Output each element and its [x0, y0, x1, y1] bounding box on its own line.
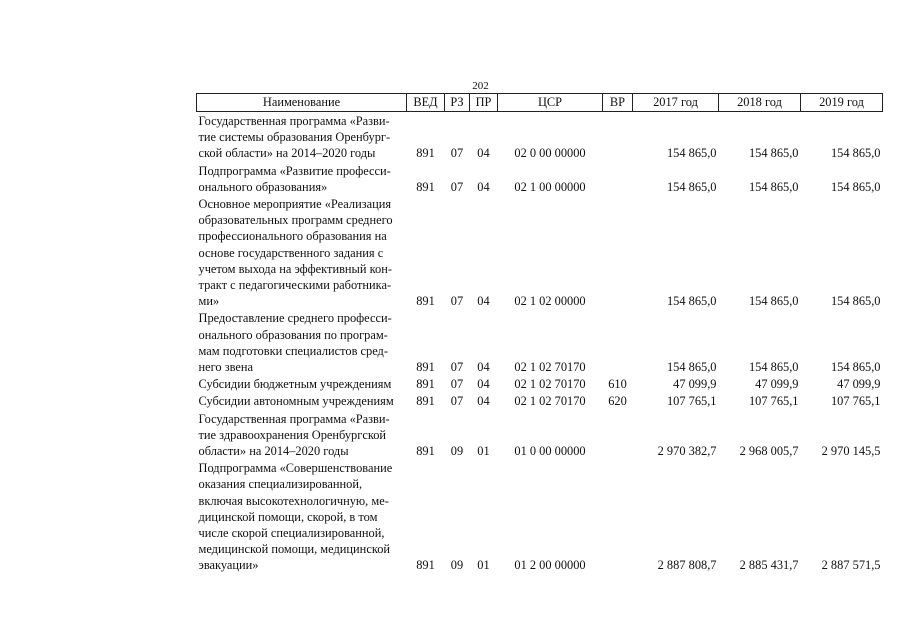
cell-csr: 02 1 02 70170 — [514, 394, 586, 409]
name-line: Субсидии автономным учреждениям — [198, 394, 394, 409]
name-line: числе скорой специализированной, — [198, 526, 385, 541]
name-line: онального образования» — [198, 179, 328, 194]
cell-2019: 47 099,9 — [837, 377, 881, 392]
cell-vr — [603, 195, 633, 309]
cell-vr — [603, 162, 633, 195]
name-line: Предоставление среднего професси- — [198, 311, 392, 326]
name-line: включая высокотехнологичную, ме- — [198, 493, 389, 508]
cell-ved: 891 — [416, 146, 435, 161]
header-2018: 2018 год — [719, 94, 801, 112]
cell-name — [197, 112, 407, 162]
table-body — [197, 112, 883, 574]
name-line: него звена — [198, 360, 253, 375]
cell-csr: 02 1 02 70170 — [514, 360, 586, 375]
name-line: тие системы образования Оренбург- — [198, 130, 391, 145]
cell-2019: 107 765,1 — [830, 394, 881, 409]
name-line: Государственная программа «Разви- — [198, 114, 390, 128]
cell-ved: 891 — [416, 294, 435, 309]
cell-vr — [603, 410, 633, 460]
name-line: Государственная программа «Разви- — [198, 411, 390, 426]
cell-2018: 154 865,0 — [748, 360, 799, 375]
cell-csr: 02 1 02 00000 — [514, 294, 586, 309]
name-line: дицинской помощи, скорой, в том — [198, 509, 378, 524]
cell-pr: 01 — [477, 558, 490, 573]
cell-rz: 09 — [450, 444, 464, 459]
cell-2017: 154 865,0 — [666, 179, 717, 194]
cell-pr: 04 — [477, 360, 490, 375]
cell-2018: 47 099,9 — [755, 377, 799, 392]
cell-rz: 09 — [450, 558, 464, 573]
cell-2018: 154 865,0 — [748, 294, 799, 309]
cell-2017: 154 865,0 — [666, 146, 717, 161]
cell-ved: 891 — [416, 360, 435, 375]
cell-pr: 04 — [477, 294, 490, 309]
header-pr: ПР — [470, 94, 498, 112]
cell-csr: 01 2 00 00000 — [514, 558, 586, 573]
cell-vr — [603, 459, 633, 573]
header-vr: ВР — [603, 94, 633, 112]
cell-vr — [603, 112, 633, 162]
cell-ved: 891 — [416, 558, 435, 573]
name-line: Субсидии бюджетным учреждениям — [198, 377, 392, 392]
header-2017: 2017 год — [633, 94, 719, 112]
cell-pr: 04 — [477, 377, 490, 392]
cell-vr — [603, 309, 633, 375]
cell-2019: 154 865,0 — [830, 360, 881, 375]
cell-pr: 04 — [477, 146, 490, 161]
name-line: медицинской помощи, медицинской — [198, 542, 391, 557]
name-line: оказания специализированной, — [198, 477, 363, 492]
cell-2018: 2 885 431,7 — [739, 558, 799, 573]
cell-name — [197, 392, 407, 409]
cell-name — [197, 459, 407, 573]
cell-2018: 2 968 005,7 — [739, 444, 799, 459]
cell-2019: 2 887 571,5 — [821, 558, 881, 573]
cell-vr: 610 — [608, 377, 627, 392]
table-row — [197, 195, 883, 309]
cell-2019: 154 865,0 — [830, 294, 881, 309]
name-line: тракт с педагогическими работника- — [198, 278, 392, 293]
cell-2018: 154 865,0 — [748, 146, 799, 161]
cell-csr: 02 0 00 00000 — [514, 146, 586, 161]
cell-pr: 04 — [477, 394, 490, 409]
cell-name — [197, 309, 407, 375]
cell-ved: 891 — [416, 394, 435, 409]
budget-table — [196, 93, 883, 574]
cell-2018: 107 765,1 — [748, 394, 799, 409]
table-row — [197, 309, 883, 375]
cell-csr: 01 0 00 00000 — [514, 444, 586, 459]
cell-2017: 2 970 382,7 — [657, 444, 717, 459]
name-line: тие здравоохранения Оренбургской — [198, 427, 387, 442]
cell-name — [197, 195, 407, 309]
name-line: ми» — [198, 294, 220, 309]
name-line: основе государственного задания с — [198, 245, 384, 260]
cell-2017: 47 099,9 — [673, 377, 717, 392]
cell-2018: 154 865,0 — [748, 179, 799, 194]
name-line: образовательных программ среднего — [198, 213, 393, 228]
name-line: учетом выхода на эффективный кон- — [198, 261, 392, 276]
cell-2017: 154 865,0 — [666, 294, 717, 309]
cell-csr: 02 1 00 00000 — [514, 179, 586, 194]
name-line: онального образования по програм- — [198, 327, 388, 342]
header-csr: ЦСР — [498, 94, 603, 112]
header-row — [197, 94, 883, 112]
table-row — [197, 112, 883, 162]
table-row — [197, 459, 883, 573]
cell-pr: 01 — [477, 444, 490, 459]
cell-ved: 891 — [416, 377, 435, 392]
name-line: профессионального образования на — [198, 229, 387, 244]
cell-ved: 891 — [416, 444, 435, 459]
cell-rz: 07 — [450, 394, 464, 409]
cell-2017: 107 765,1 — [666, 394, 717, 409]
cell-rz: 07 — [450, 146, 464, 161]
table-row — [197, 392, 883, 409]
cell-rz: 07 — [450, 179, 464, 194]
cell-ved: 891 — [416, 179, 435, 194]
cell-rz: 07 — [450, 377, 464, 392]
cell-2017: 2 887 808,7 — [657, 558, 717, 573]
header-rz: РЗ — [445, 94, 470, 112]
name-line: Подпрограмма «Совершенствование — [198, 461, 393, 476]
header-name: Наименование — [197, 94, 407, 112]
cell-2019: 2 970 145,5 — [821, 444, 881, 459]
cell-name — [197, 410, 407, 460]
name-line: Подпрограмма «Развитие професси- — [198, 163, 391, 178]
cell-rz: 07 — [450, 294, 464, 309]
name-line: ской области» на 2014–2020 годы — [198, 146, 376, 161]
cell-name — [197, 162, 407, 195]
cell-2019: 154 865,0 — [830, 146, 881, 161]
header-ved: ВЕД — [407, 94, 445, 112]
name-line: Основное мероприятие «Реализация — [198, 197, 392, 212]
cell-csr: 02 1 02 70170 — [514, 377, 586, 392]
page-number: 202 — [472, 80, 489, 92]
table-row — [197, 162, 883, 195]
cell-vr: 620 — [608, 394, 627, 409]
cell-rz: 07 — [450, 360, 464, 375]
table-row — [197, 410, 883, 460]
name-line: области» на 2014–2020 годы — [198, 444, 349, 459]
name-line: мам подготовки специалистов сред- — [198, 343, 388, 358]
header-2019: 2019 год — [801, 94, 883, 112]
name-line: эвакуации» — [198, 558, 259, 573]
cell-name — [197, 375, 407, 392]
table-row — [197, 375, 883, 392]
cell-pr: 04 — [477, 179, 490, 194]
cell-2019: 154 865,0 — [830, 179, 881, 194]
cell-2017: 154 865,0 — [666, 360, 717, 375]
